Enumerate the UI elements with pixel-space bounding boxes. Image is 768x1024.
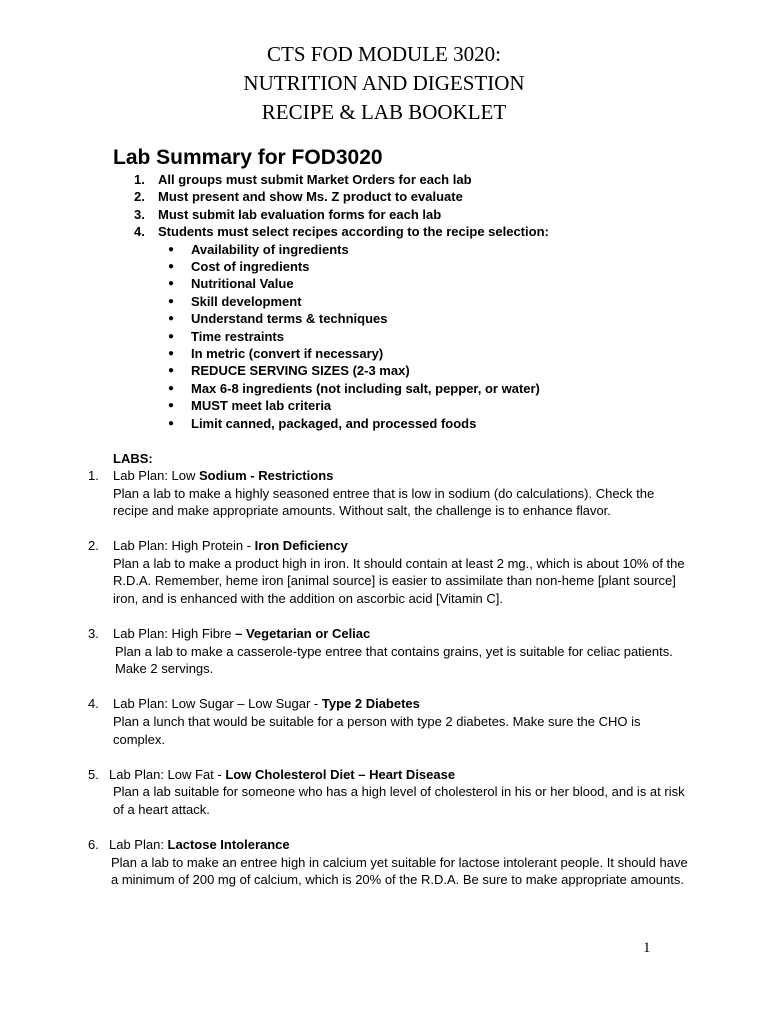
bullet-icon: ● [168, 295, 175, 307]
criteria-item [158, 380, 754, 397]
lab-plan-line [88, 467, 688, 485]
requirement-number: 4. [134, 224, 145, 240]
criteria-text: Skill development [191, 293, 302, 309]
requirement-item [134, 206, 754, 223]
requirement-number: 1. [134, 172, 145, 187]
requirement-item [134, 223, 754, 432]
bullet-icon: ● [168, 365, 175, 377]
criteria-text: Cost of ingredients [191, 259, 310, 275]
criteria-text: Nutritional Value [191, 276, 294, 292]
lab-plan-prefix: Lab Plan: High Protein - [113, 538, 255, 554]
lab-description: Plan a lunch that would be suitable for a person with type 2 diabetes. Make sure the CHO is complex. [113, 714, 641, 747]
lab-plan-prefix: Lab Plan: [109, 837, 168, 852]
lab-item [88, 625, 688, 678]
lab-number: 5. [88, 766, 99, 782]
lab-number: 4. [88, 696, 99, 712]
page-number: 1 [643, 940, 651, 956]
bullet-icon: ● [168, 261, 175, 273]
lab-plan-prefix: Lab Plan: Low Sugar – Low Sugar - [113, 696, 322, 712]
criteria-text: In metric (convert if necessary) [191, 346, 384, 362]
requirement-item [134, 171, 754, 188]
title-line-3: RECIPE & LAB BOOKLET [261, 100, 507, 124]
lab-item [88, 467, 688, 520]
requirements-list [134, 171, 754, 432]
lab-description: Plan a lab to make a product high in iron. It should contain at least 2 mg., which is about 10% of the R.D.A. Remember, heme iron [animal source] is easier to assimilate than non-heme [plant source] iron, and is enhanced with the addition on ascorbic acid [Vitamin C]. [113, 555, 685, 607]
lab-plan-line [88, 537, 688, 555]
lab-plan-prefix: Lab Plan: Low Fat - [109, 766, 226, 782]
lab-plan-line [88, 766, 688, 784]
criteria-text: REDUCE SERVING SIZES (2-3 max) [191, 363, 410, 379]
requirement-text: Students must select recipes according to the recipe selection: [158, 224, 549, 240]
criteria-text: MUST meet lab criteria [191, 398, 332, 414]
lab-number: 6. [88, 837, 99, 852]
bullet-icon: ● [168, 417, 175, 429]
bullet-icon: ● [168, 243, 175, 255]
lab-description: Plan a lab to make an entree high in calcium yet suitable for lactose intolerant people. It should have a minimum of 200 mg of calcium, which is 20% of the R.D.A. Be sure to make appropriate amounts. [111, 854, 688, 888]
lab-plan-line [88, 695, 688, 713]
requirement-number: 2. [134, 189, 145, 205]
lab-plan-focus: Sodium - Restrictions [199, 468, 334, 483]
bullet-icon: ● [168, 400, 175, 412]
lab-description: Plan a lab to make a highly seasoned entree that is low in sodium (do calculations). Check the recipe and make appropriate amounts. Without salt, the challenge is to enhance flavor. [113, 485, 655, 519]
lab-item [88, 695, 688, 748]
criteria-item [158, 328, 754, 345]
criteria-item [158, 258, 754, 275]
bullet-icon: ● [168, 313, 175, 325]
criteria-text: Time restraints [191, 328, 284, 344]
document-title [0, 40, 768, 127]
requirement-number: 3. [134, 206, 145, 222]
criteria-item [158, 293, 754, 310]
requirement-text: All groups must submit Market Orders for each lab [158, 172, 472, 187]
lab-plan-focus: Type 2 Diabetes [321, 696, 420, 712]
criteria-item [158, 415, 754, 432]
recipe-criteria-list [158, 241, 754, 432]
criteria-text: Understand terms & techniques [191, 311, 388, 327]
bullet-icon: ● [168, 330, 175, 342]
requirement-item [134, 188, 754, 205]
criteria-item [158, 362, 754, 379]
requirement-text: Must present and show Ms. Z product to evaluate [158, 189, 463, 205]
lab-number: 1. [88, 468, 99, 483]
lab-plan-focus: Iron Deficiency [254, 538, 348, 554]
requirement-text: Must submit lab evaluation forms for each lab [158, 206, 442, 222]
lab-plan-focus: – Vegetarian or Celiac [235, 626, 371, 642]
lab-number: 3. [88, 626, 99, 642]
lab-plan-line [88, 836, 688, 854]
criteria-text: Availability of ingredients [191, 241, 349, 257]
lab-description: Plan a lab to make a casserole-type entree that contains grains, yet is suitable for celiac patients. Make 2 servings. [115, 643, 673, 677]
lab-plan-focus: Lactose Intolerance [167, 837, 290, 852]
criteria-text: Limit canned, packaged, and processed foods [191, 415, 477, 431]
labs-heading: LABS: [113, 451, 153, 466]
lab-plan-prefix: Lab Plan: High Fibre [113, 626, 236, 642]
criteria-item [158, 275, 754, 292]
lab-plan-prefix: Lab Plan: Low [113, 468, 200, 483]
criteria-text: Max 6-8 ingredients (not including salt, pepper, or water) [191, 380, 540, 396]
lab-description: Plan a lab suitable for someone who has a high level of cholesterol in his or her blood, and is at risk of a heart attack. [113, 784, 685, 817]
title-line-1: CTS FOD MODULE 3020: [267, 42, 501, 66]
lab-item [88, 766, 688, 819]
title-line-2: NUTRITION AND DIGESTION [243, 71, 525, 95]
criteria-item [158, 345, 754, 362]
lab-summary-heading: Lab Summary for FOD3020 [113, 146, 383, 169]
criteria-item [158, 397, 754, 414]
lab-plan-line [88, 625, 688, 643]
bullet-icon: ● [168, 348, 175, 360]
criteria-item [158, 310, 754, 327]
lab-item [88, 537, 688, 607]
lab-number: 2. [88, 538, 99, 554]
bullet-icon: ● [168, 278, 175, 290]
lab-plan-focus: Low Cholesterol Diet – Heart Disease [225, 766, 456, 782]
bullet-icon: ● [168, 382, 175, 394]
lab-item [88, 836, 688, 889]
labs-list [88, 467, 688, 906]
criteria-item [158, 241, 754, 258]
